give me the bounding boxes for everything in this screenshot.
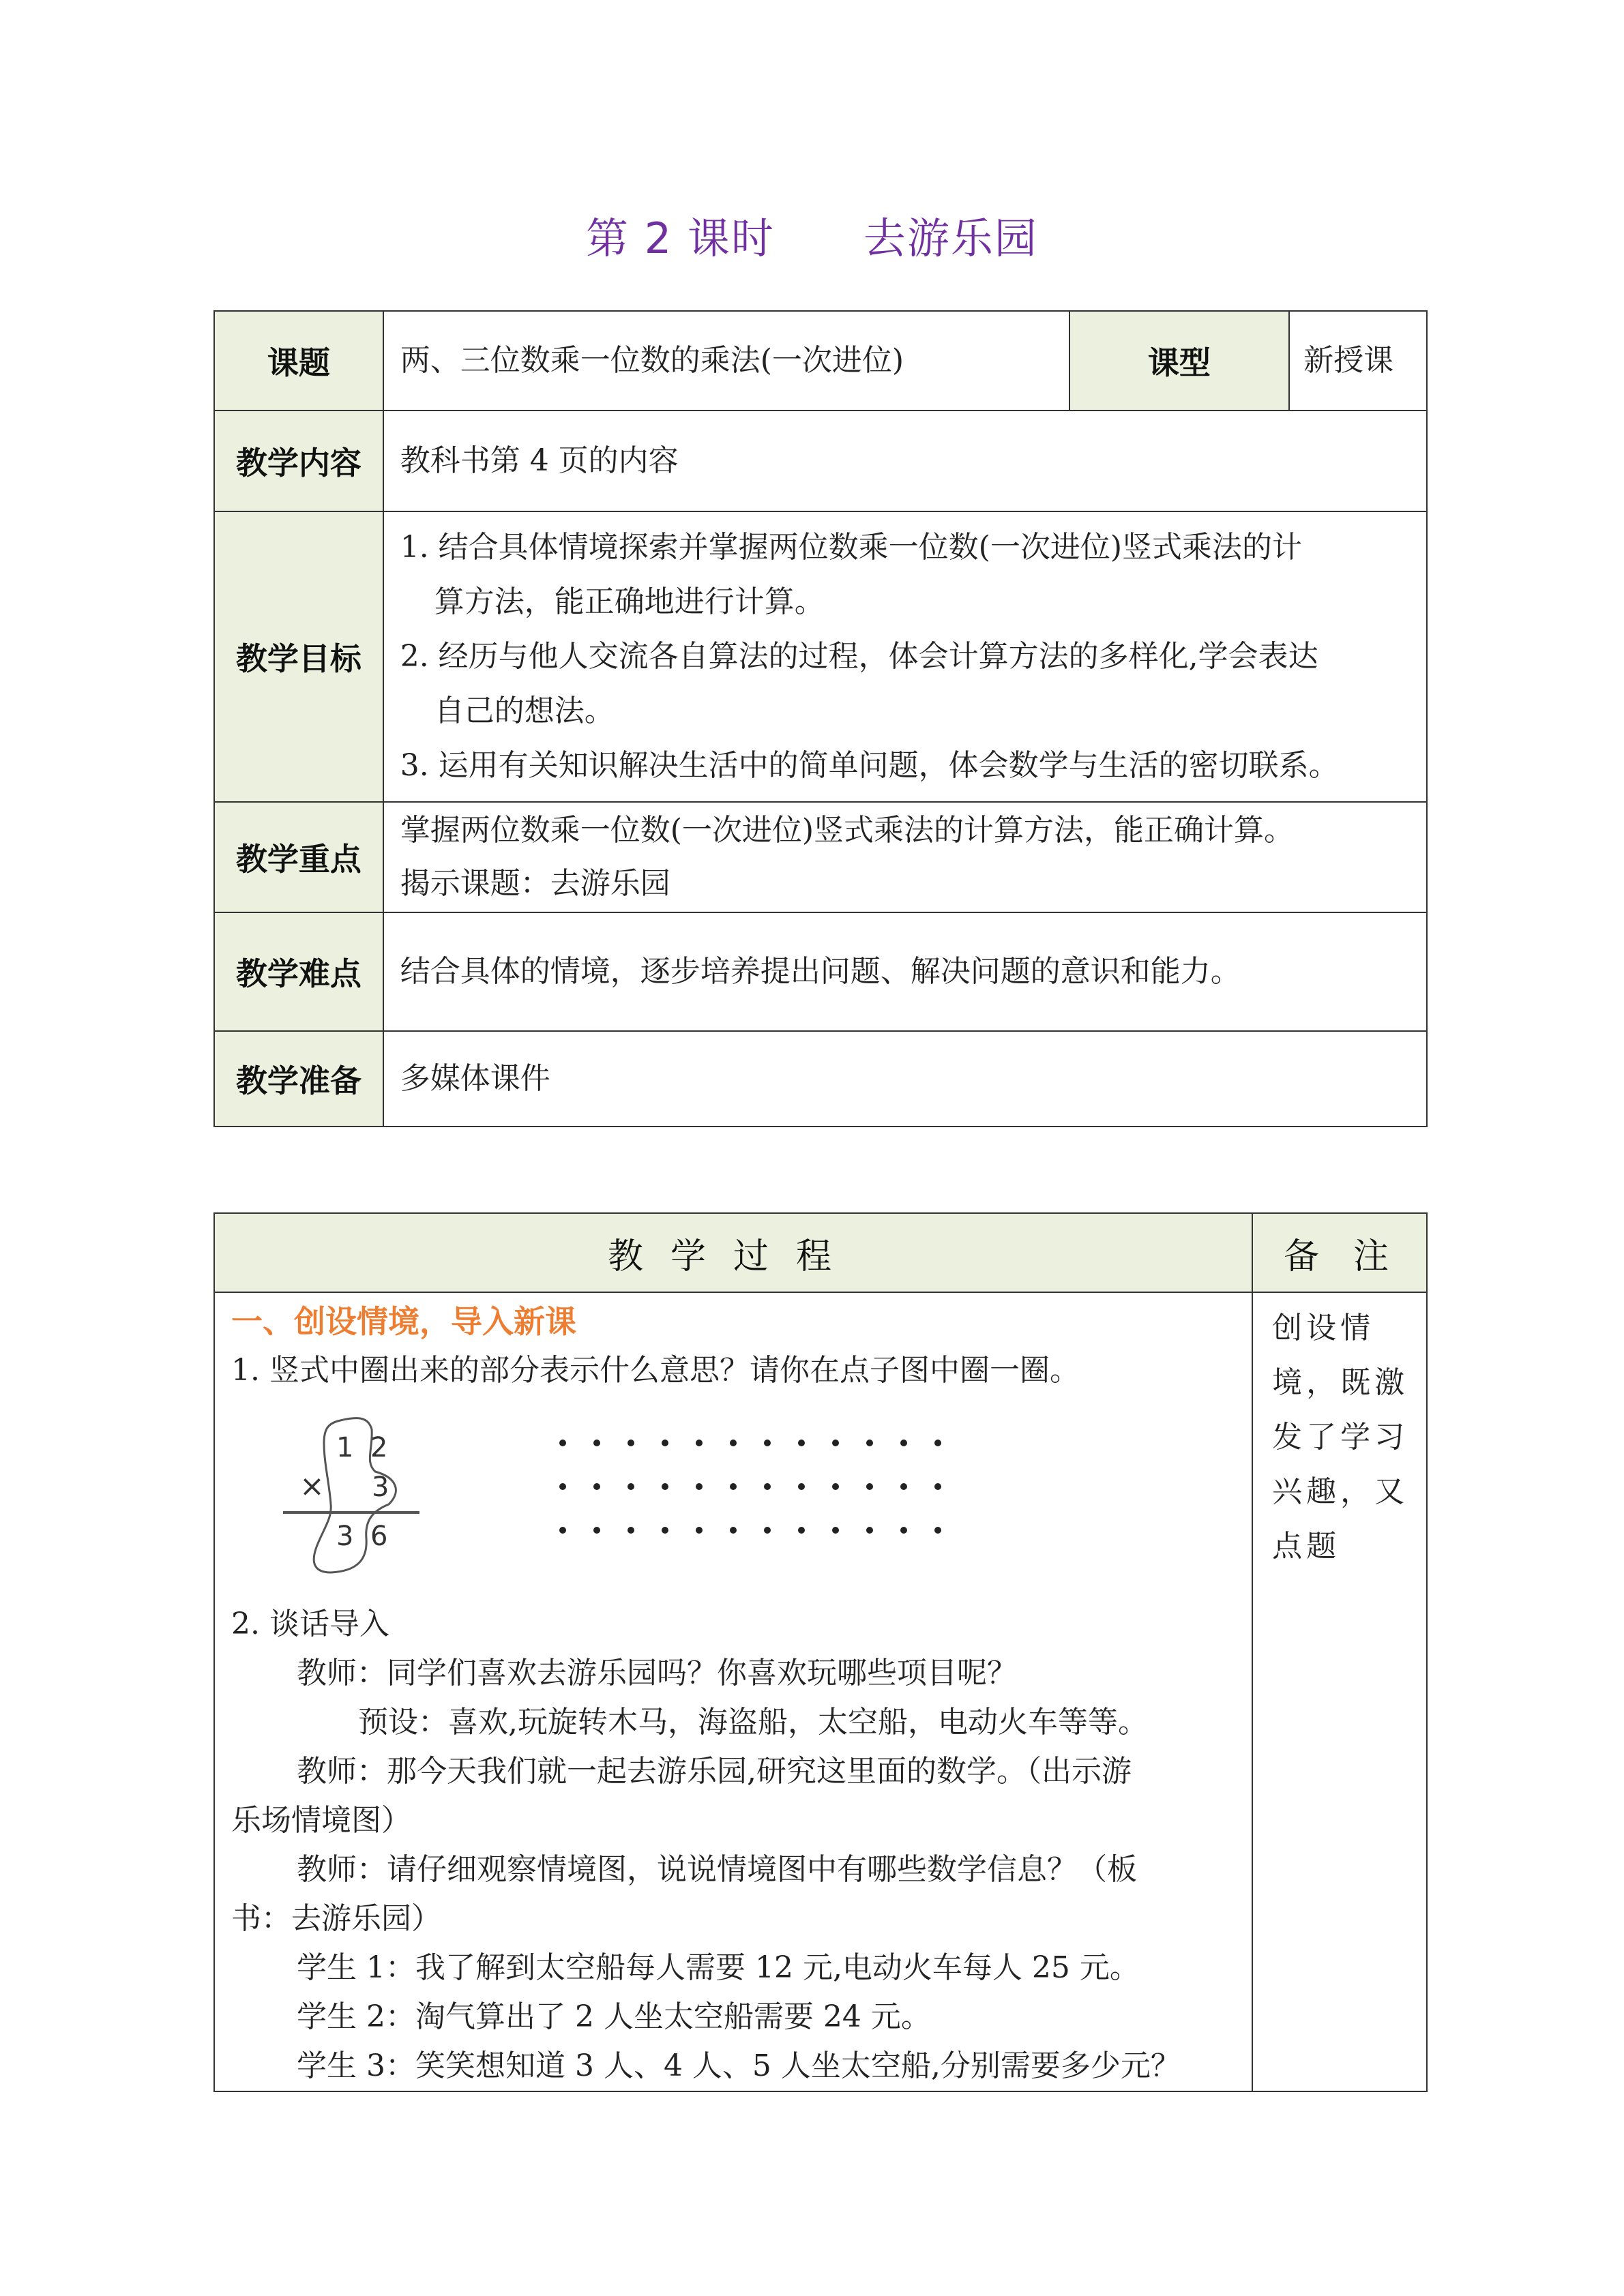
notes-list (1272, 1301, 1413, 1574)
dot (900, 1483, 907, 1490)
difficulty-value: 结合具体的情境，逐步培养提出问题、解决问题的意识和能力。 (383, 912, 1427, 1031)
content-label: 教学内容 (214, 411, 383, 511)
key-value (383, 802, 1427, 912)
dot (764, 1483, 771, 1490)
type-value: 新授课 (1289, 311, 1427, 411)
notes-cell (1252, 1292, 1427, 2091)
dot (866, 1440, 873, 1446)
dot-grid (549, 1422, 972, 1559)
dot (832, 1527, 839, 1534)
teaching-process-table (213, 1212, 1428, 2092)
process-body-row (214, 1292, 1427, 2091)
dialogue-line: 教师：请仔细观察情境图，说说情境图中有哪些数学信息？（板 (297, 1852, 1137, 1887)
dot (559, 1527, 566, 1534)
digit-ones-top: 2 (370, 1432, 388, 1463)
digit-result-ones: 6 (370, 1521, 388, 1552)
dot (628, 1483, 634, 1490)
dot (798, 1483, 805, 1490)
process-header-row (214, 1213, 1427, 1292)
dot (628, 1440, 634, 1446)
dot (593, 1483, 600, 1490)
process-header: 教学过程 (214, 1213, 1252, 1292)
row-preparation (214, 1031, 1427, 1127)
dot (593, 1440, 600, 1446)
dot (934, 1483, 941, 1490)
figure-area (215, 1395, 1252, 1600)
row-topic (214, 311, 1427, 411)
row-goals (214, 511, 1427, 802)
note-line: 境，既激 (1272, 1365, 1409, 1400)
row-key-points (214, 802, 1427, 912)
dot (662, 1440, 668, 1446)
goals-label: 教学目标 (214, 511, 383, 802)
digit-result-tens: 3 (336, 1521, 354, 1552)
row-content (214, 411, 1427, 511)
page-title (0, 205, 1624, 265)
times-sign: × (299, 1469, 325, 1504)
dialogue-line: 学生 2：淘气算出了 2 人坐太空船需要 24 元。 (297, 1999, 931, 2034)
dot (593, 1527, 600, 1534)
lesson-info-table (213, 310, 1428, 1127)
dot (934, 1527, 941, 1534)
dot (730, 1440, 737, 1446)
prep-value: 多媒体课件 (383, 1031, 1427, 1127)
dot (900, 1440, 907, 1446)
lesson-name: 去游乐园 (863, 213, 1038, 263)
dot (730, 1527, 737, 1534)
dot (764, 1440, 771, 1446)
question-1: 1. 竖式中圈出来的部分表示什么意思？请你在点子图中圈一圈。 (231, 1353, 1080, 1388)
digit-tens-top: 1 (336, 1432, 354, 1463)
digit-multiplier: 3 (372, 1472, 389, 1503)
dialogue-line: 预设：喜欢,玩旋转木马，海盗船，太空船，电动火车等等。 (358, 1705, 1148, 1740)
note-line: 创设情 (1272, 1311, 1375, 1345)
dot (866, 1527, 873, 1534)
dot (934, 1440, 941, 1446)
dot (662, 1483, 668, 1490)
dot (832, 1440, 839, 1446)
note-line: 兴趣，又 (1272, 1474, 1409, 1509)
dot (798, 1527, 805, 1534)
dot (730, 1483, 737, 1490)
row-difficulty (214, 912, 1427, 1031)
goal-item: 2. 经历与他人交流各自算法的过程，体会计算方法的多样化,学会表达 自己的想法。 (400, 639, 1318, 728)
dialogue (215, 1649, 1252, 2091)
prep-label: 教学准备 (214, 1031, 383, 1127)
key-label: 教学重点 (214, 802, 383, 912)
dot (866, 1483, 873, 1490)
dialogue-line: 学生 1：我了解到太空船每人需要 12 元,电动火车每人 25 元。 (297, 1950, 1140, 1985)
vertical-multiplication-figure (256, 1409, 460, 1586)
key-line: 掌握两位数乘一位数(一次进位)竖式乘法的计算方法，能正确计算。 (400, 813, 1295, 848)
dot (764, 1527, 771, 1534)
dot (900, 1527, 907, 1534)
type-label: 课型 (1069, 311, 1290, 411)
dialogue-line: 教师：同学们喜欢去游乐园吗？你喜欢玩哪些项目呢？ (297, 1656, 1017, 1690)
section-heading: 一、创设情境，导入新课 (231, 1303, 576, 1340)
dot (662, 1527, 668, 1534)
dot (696, 1527, 703, 1534)
goal-item: 1. 结合具体情境探索并掌握两位数乘一位数(一次进位)竖式乘法的计 算方法，能正确地进行计算。 (400, 530, 1303, 619)
dialogue-line: 教师：那今天我们就一起去游乐园,研究这里面的数学。（出示游 (297, 1754, 1132, 1789)
goal-item: 3. 运用有关知识解决生活中的简单问题，体会数学与生活的密切联系。 (400, 748, 1339, 783)
dot (832, 1483, 839, 1490)
dialogue-line: 学生 3：笑笑想知道 3 人、4 人、5 人坐太空船,分别需要多少元？ (297, 2048, 1181, 2083)
topic-label: 课题 (214, 311, 383, 411)
dot (559, 1483, 566, 1490)
dot (798, 1440, 805, 1446)
note-line: 点题 (1272, 1529, 1341, 1564)
goals-list (383, 511, 1427, 802)
question-2: 2. 谈话导入 (231, 1607, 389, 1641)
content-value: 教科书第 4 页的内容 (383, 411, 1427, 511)
dot (559, 1440, 566, 1446)
note-line: 发了学习 (1272, 1420, 1409, 1455)
process-body (214, 1292, 1252, 2091)
dot (628, 1527, 634, 1534)
notes-header: 备注 (1252, 1213, 1427, 1292)
dot (696, 1483, 703, 1490)
dialogue-line: 乐场情境图） (231, 1803, 411, 1838)
difficulty-label: 教学难点 (214, 912, 383, 1031)
key-line: 揭示课题：去游乐园 (400, 866, 670, 901)
lesson-number: 第 2 课时 (586, 213, 775, 263)
dialogue-line: 书：去游乐园） (231, 1901, 441, 1936)
topic-value: 两、三位数乘一位数的乘法(一次进位) (383, 311, 1069, 411)
dot (696, 1440, 703, 1446)
